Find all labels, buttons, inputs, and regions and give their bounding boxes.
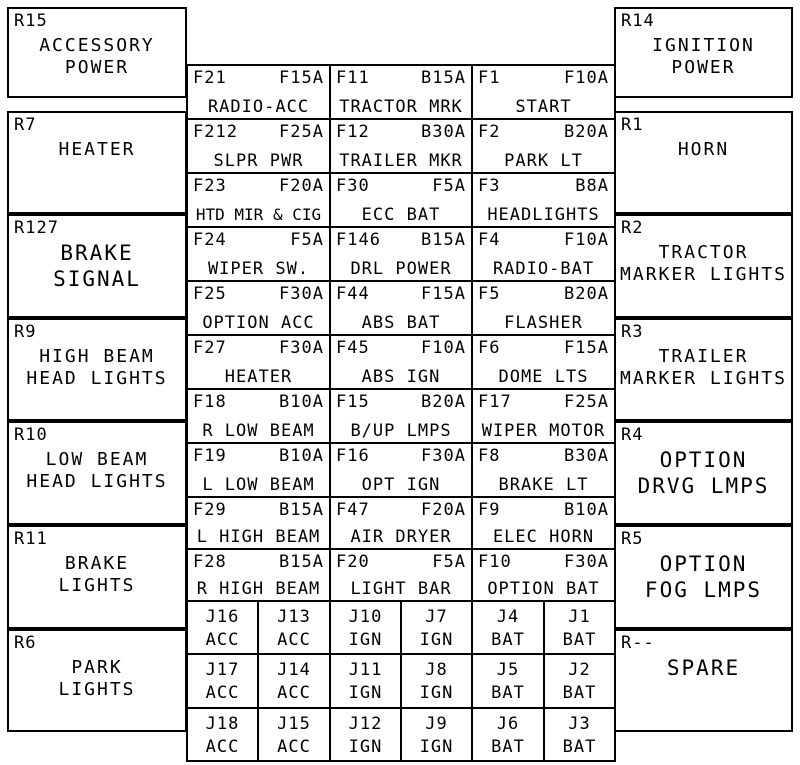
fuse-name: OPTION ACC xyxy=(202,313,315,333)
fuse-id: F4 xyxy=(478,230,501,250)
junction-j10 xyxy=(329,600,402,655)
fuse-rating: F15A xyxy=(564,338,609,358)
junction-id: J8 xyxy=(425,660,448,680)
relay-r5 xyxy=(614,525,793,629)
relay-code: R-- xyxy=(621,633,655,653)
fuse-name: DRL POWER xyxy=(350,259,452,279)
fuse-name: ABS IGN xyxy=(361,367,441,387)
junction-type: IGN xyxy=(348,630,383,650)
fuse-id: F20 xyxy=(336,552,370,572)
fuse-id: F19 xyxy=(193,446,227,466)
fuse-f19 xyxy=(186,442,331,498)
junction-id: J13 xyxy=(277,607,311,627)
fuse-f3 xyxy=(471,172,616,228)
fuse-name: WIPER SW. xyxy=(207,259,310,279)
fuse-rating: F30A xyxy=(279,284,324,304)
fuse-f146 xyxy=(329,226,473,282)
relay-code: R1 xyxy=(621,115,644,135)
fuse-name: DOME LTS xyxy=(498,367,589,387)
fuse-rating: F5A xyxy=(432,176,466,196)
fuse-id: F146 xyxy=(336,230,381,250)
fuse-name: FLASHER xyxy=(504,313,583,333)
junction-id: J15 xyxy=(277,714,311,734)
junction-type: ACC xyxy=(205,683,240,703)
fuse-f12 xyxy=(329,118,473,174)
junction-id: J7 xyxy=(425,607,448,627)
junction-type: BAT xyxy=(491,683,525,703)
junction-type: BAT xyxy=(562,683,597,703)
fuse-id: F11 xyxy=(336,68,370,88)
fuse-rating: F20A xyxy=(421,500,466,520)
junction-j17 xyxy=(186,653,259,709)
fuse-f10 xyxy=(471,548,616,602)
junction-type: ACC xyxy=(277,630,311,650)
fuse-id: F3 xyxy=(478,176,501,196)
relay-r7 xyxy=(7,111,187,214)
fuse-rating: F20A xyxy=(279,176,324,196)
fuse-f212 xyxy=(186,118,331,174)
fuse-f11 xyxy=(329,64,473,120)
fuse-id: F28 xyxy=(193,552,227,572)
fuse-f20 xyxy=(329,548,473,602)
relay-label: OPTION FOG LMPS xyxy=(644,552,763,602)
fuse-rating: F30A xyxy=(279,338,324,358)
fuse-rating: B15A xyxy=(421,230,466,250)
fuse-id: F24 xyxy=(193,230,227,250)
relay-code: R3 xyxy=(621,322,644,342)
fuse-name: HTD MIR & CIG xyxy=(195,205,322,224)
fuse-f18 xyxy=(186,388,331,444)
fuse-rating: F10A xyxy=(564,230,609,250)
relay-r3 xyxy=(614,318,793,421)
relay-code: R5 xyxy=(621,529,644,549)
fuse-f1 xyxy=(471,64,616,120)
junction-j16 xyxy=(186,600,259,655)
fuse-id: F12 xyxy=(336,122,370,142)
junction-type: BAT xyxy=(562,737,597,757)
fuse-rating: F5A xyxy=(432,552,466,572)
junction-type: ACC xyxy=(205,630,240,650)
fuse-name: START xyxy=(515,97,572,117)
fuse-rating: F5A xyxy=(290,230,324,250)
fuse-rating: B20A xyxy=(421,392,466,412)
fuse-name: TRAILER MKR xyxy=(339,151,463,171)
fuse-name: OPT IGN xyxy=(361,475,441,495)
fuse-rating: F15A xyxy=(279,68,324,88)
fuse-name: LIGHT BAR xyxy=(350,579,452,599)
fuse-id: F212 xyxy=(193,122,238,142)
junction-id: J12 xyxy=(348,714,383,734)
junction-type: IGN xyxy=(348,683,383,703)
fuse-name: ABS BAT xyxy=(361,313,441,333)
fuse-id: F10 xyxy=(478,552,512,572)
fuse-rating: F10A xyxy=(564,68,609,88)
junction-id: J9 xyxy=(425,714,448,734)
junction-type: ACC xyxy=(277,683,311,703)
fuse-rating: F15A xyxy=(421,284,466,304)
fuse-f6 xyxy=(471,334,616,390)
fuse-id: F25 xyxy=(193,284,227,304)
fuse-f29 xyxy=(186,496,331,550)
fuse-name: OPTION BAT xyxy=(487,579,600,599)
fuse-name: PARK LT xyxy=(504,151,583,171)
relay-label: HORN xyxy=(677,139,730,160)
relay-code: R4 xyxy=(621,425,644,445)
relay-r15 xyxy=(7,7,187,98)
junction-id: J11 xyxy=(348,660,383,680)
relay-label: BRAKE LIGHTS xyxy=(58,553,136,596)
fuse-id: F21 xyxy=(193,68,227,88)
fuse-id: F1 xyxy=(478,68,501,88)
fuse-f44 xyxy=(329,280,473,336)
fuse-name: R HIGH BEAM xyxy=(196,579,321,599)
fuse-rating: F30A xyxy=(564,552,609,572)
junction-j18 xyxy=(186,707,259,762)
fuse-f45 xyxy=(329,334,473,390)
relay-code: R10 xyxy=(14,425,48,445)
fuse-f28 xyxy=(186,548,331,602)
fuse-rating: B30A xyxy=(564,446,609,466)
relay-label: HEATER xyxy=(58,139,136,160)
relay-spare xyxy=(614,629,793,732)
relay-r9 xyxy=(7,318,187,421)
fuse-f25 xyxy=(186,280,331,336)
fuse-id: F27 xyxy=(193,338,227,358)
relay-r127 xyxy=(7,214,187,318)
junction-j5 xyxy=(471,653,545,709)
fuse-f8 xyxy=(471,442,616,498)
junction-j2 xyxy=(543,653,616,709)
fuse-rating: B10A xyxy=(564,500,609,520)
fuse-id: F16 xyxy=(336,446,370,466)
junction-j7 xyxy=(400,600,473,655)
fuse-id: F15 xyxy=(336,392,370,412)
fuse-name: TRACTOR MRK xyxy=(339,97,463,117)
fuse-f27 xyxy=(186,334,331,390)
relay-r4 xyxy=(614,421,793,525)
junction-j1 xyxy=(543,600,616,655)
relay-label: BRAKE SIGNAL xyxy=(53,241,141,291)
relay-code: R9 xyxy=(14,322,37,342)
relay-code: R7 xyxy=(14,115,37,135)
fuse-name: HEADLIGHTS xyxy=(487,205,600,225)
relay-label: ACCESSORY POWER xyxy=(39,35,155,78)
junction-j6 xyxy=(471,707,545,762)
junction-type: BAT xyxy=(491,737,525,757)
fuse-id: F8 xyxy=(478,446,501,466)
junction-type: BAT xyxy=(562,630,597,650)
junction-type: ACC xyxy=(205,737,240,757)
junction-j9 xyxy=(400,707,473,762)
fuse-f24 xyxy=(186,226,331,282)
fuse-rating: F25A xyxy=(564,392,609,412)
fuse-f23 xyxy=(186,172,331,228)
junction-type: BAT xyxy=(491,630,525,650)
junction-j12 xyxy=(329,707,402,762)
relay-r11 xyxy=(7,525,187,629)
fuse-rating: F25A xyxy=(279,122,324,142)
fuse-f21 xyxy=(186,64,331,120)
fuse-f15 xyxy=(329,388,473,444)
fuse-id: F6 xyxy=(478,338,501,358)
fuse-id: F29 xyxy=(193,500,227,520)
relay-r10 xyxy=(7,421,187,525)
fuse-id: F47 xyxy=(336,500,370,520)
fuse-id: F30 xyxy=(336,176,370,196)
relay-r2 xyxy=(614,214,793,318)
fuse-id: F17 xyxy=(478,392,512,412)
junction-id: J5 xyxy=(496,660,520,680)
relay-label: OPTION DRVG LMPS xyxy=(637,448,770,498)
junction-j4 xyxy=(471,600,545,655)
fuse-f17 xyxy=(471,388,616,444)
fuse-rating: B8A xyxy=(575,176,609,196)
junction-id: J4 xyxy=(496,607,520,627)
fuse-f16 xyxy=(329,442,473,498)
fuse-f30 xyxy=(329,172,473,228)
fuse-name: HEATER xyxy=(224,367,293,387)
junction-type: IGN xyxy=(348,737,383,757)
fuse-id: F23 xyxy=(193,176,227,196)
fuse-id: F45 xyxy=(336,338,370,358)
fuse-f2 xyxy=(471,118,616,174)
fuse-id: F2 xyxy=(478,122,501,142)
fuse-name: L LOW BEAM xyxy=(202,475,315,495)
fuse-name: SLPR PWR xyxy=(213,151,304,171)
junction-id: J16 xyxy=(205,607,240,627)
relay-code: R11 xyxy=(14,529,48,549)
fuse-name: B/UP LMPS xyxy=(350,421,452,441)
fuse-name: RADIO-BAT xyxy=(492,259,595,279)
fuse-rating: B15A xyxy=(279,552,324,572)
fuse-f9 xyxy=(471,496,616,550)
relay-code: R15 xyxy=(14,11,48,31)
junction-id: J2 xyxy=(568,660,591,680)
relay-label: LOW BEAM HEAD LIGHTS xyxy=(26,449,168,492)
fuse-f47 xyxy=(329,496,473,550)
junction-id: J3 xyxy=(568,714,591,734)
relay-label: IGNITION POWER xyxy=(652,35,755,78)
junction-id: J6 xyxy=(496,714,520,734)
fuse-rating: B30A xyxy=(421,122,466,142)
fuse-rating: B20A xyxy=(564,284,609,304)
fuse-name: ELEC HORN xyxy=(492,527,595,547)
junction-type: ACC xyxy=(277,737,311,757)
relay-code: R6 xyxy=(14,633,37,653)
fuse-rating: F10A xyxy=(421,338,466,358)
junction-j14 xyxy=(257,653,331,709)
relay-code: R2 xyxy=(621,218,644,238)
relay-label: TRACTOR MARKER LIGHTS xyxy=(620,242,787,285)
relay-label: SPARE xyxy=(666,656,741,680)
junction-id: J18 xyxy=(205,714,240,734)
fuse-rating: B15A xyxy=(421,68,466,88)
junction-j11 xyxy=(329,653,402,709)
fuse-id: F18 xyxy=(193,392,227,412)
junction-j8 xyxy=(400,653,473,709)
junction-type: IGN xyxy=(419,683,454,703)
relay-label: TRAILER MARKER LIGHTS xyxy=(620,346,787,389)
junction-id: J14 xyxy=(277,660,311,680)
fuse-f4 xyxy=(471,226,616,282)
fuse-f5 xyxy=(471,280,616,336)
fuse-name: AIR DRYER xyxy=(350,527,452,547)
junction-id: J10 xyxy=(348,607,383,627)
fuse-rating: B10A xyxy=(279,392,324,412)
relay-code: R14 xyxy=(621,11,655,31)
fuse-name: WIPER MOTOR xyxy=(481,421,606,441)
fuse-rating: B20A xyxy=(564,122,609,142)
junction-j3 xyxy=(543,707,616,762)
fuse-id: F44 xyxy=(336,284,370,304)
junction-j15 xyxy=(257,707,331,762)
junction-id: J17 xyxy=(205,660,240,680)
junction-type: IGN xyxy=(419,630,454,650)
relay-label: HIGH BEAM HEAD LIGHTS xyxy=(26,346,168,389)
fuse-rating: F30A xyxy=(421,446,466,466)
relay-r6 xyxy=(7,629,187,732)
junction-j13 xyxy=(257,600,331,655)
relay-r14 xyxy=(614,7,793,98)
fuse-name: RADIO-ACC xyxy=(207,97,310,117)
relay-r1 xyxy=(614,111,793,214)
junction-type: IGN xyxy=(419,737,454,757)
relay-label: PARK LIGHTS xyxy=(58,657,136,700)
fuse-name: ECC BAT xyxy=(361,205,441,225)
fuse-id: F5 xyxy=(478,284,501,304)
fuse-rating: B10A xyxy=(279,446,324,466)
relay-code: R127 xyxy=(14,218,59,238)
junction-id: J1 xyxy=(568,607,591,627)
fuse-name: R LOW BEAM xyxy=(202,421,315,441)
fuse-id: F9 xyxy=(478,500,501,520)
fuse-rating: B15A xyxy=(279,500,324,520)
fuse-name: L HIGH BEAM xyxy=(196,527,321,547)
fuse-name: BRAKE LT xyxy=(498,475,589,495)
